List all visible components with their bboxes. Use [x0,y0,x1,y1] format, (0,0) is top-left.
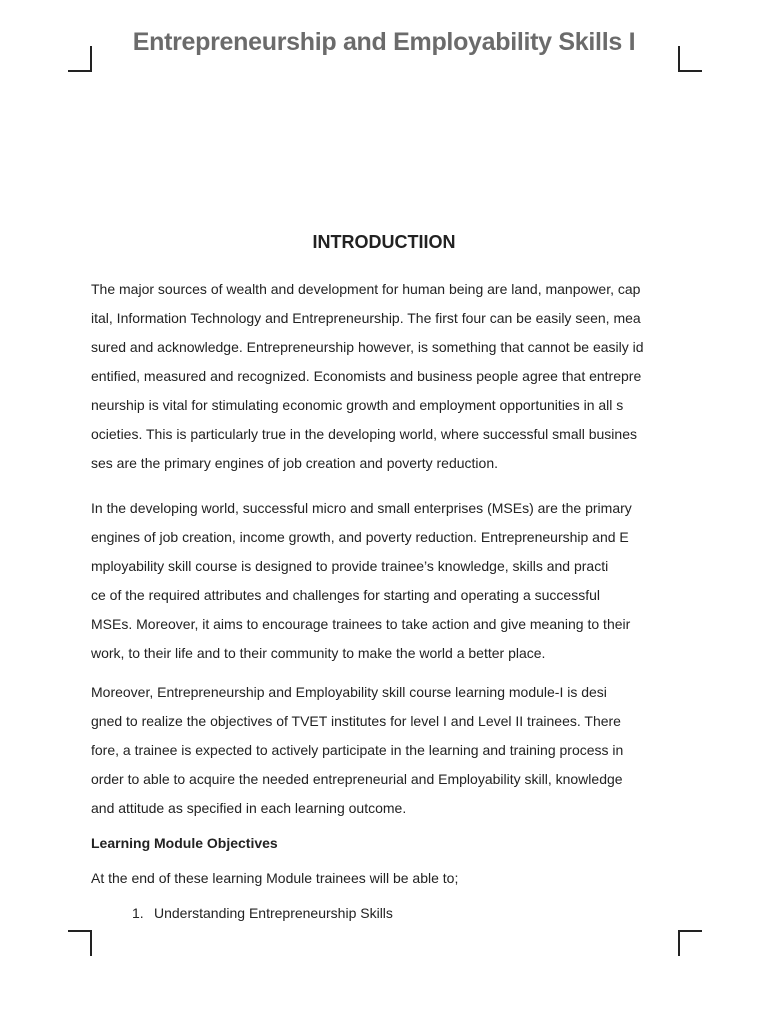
paragraph-line: ses are the primary engines of job creation and poverty reduction. [91,455,499,471]
crop-mark-bottom-right [678,930,702,956]
paragraph-line: engines of job creation, income growth, and poverty reduction. Entrepreneurship and E [91,529,629,545]
paragraph-line: work, to their life and to their community to make the world a better place. [91,645,546,661]
paragraph-2 [91,494,683,668]
objectives-intro: At the end of these learning Module trainees will be able to; [91,870,459,886]
objectives-list [132,905,393,921]
paragraph-line: The major sources of wealth and development for human being are land, manpower, cap [91,281,641,297]
paragraph-line: fore, a trainee is expected to actively participate in the learning and training process in [91,742,624,758]
crop-mark-top-left [68,46,92,72]
paragraph-line: MSEs. Moreover, it aims to encourage trainees to take action and give meaning to their [91,616,631,632]
paragraph-1 [91,275,683,478]
paragraph-line: entified, measured and recognized. Economists and business people agree that entrepre [91,368,642,384]
paragraph-line: mployability skill course is designed to provide trainee’s knowledge, skills and practi [91,558,609,574]
paragraph-line: In the developing world, successful micro and small enterprises (MSEs) are the primary [91,500,632,516]
crop-mark-bottom-left [68,930,92,956]
paragraph-line: neurship is vital for stimulating economic growth and employment opportunities in all s [91,397,624,413]
crop-mark-top-right [678,46,702,72]
paragraph-line: ocieties. This is particularly true in the developing world, where successful small busines [91,426,637,442]
paragraph-line: Moreover, Entrepreneurship and Employability skill course learning module-I is desi [91,684,607,700]
section-heading: INTRODUCTIION [312,232,456,252]
paragraph-line: order to able to acquire the needed entrepreneurial and Employability skill, knowledge [91,771,623,787]
paragraph-3 [91,678,683,823]
paragraph-line: ce of the required attributes and challenges for starting and operating a successful [91,587,600,603]
objectives-heading: Learning Module Objectives [91,835,278,851]
list-item-text: Understanding Entrepreneurship Skills [154,905,393,921]
paragraph-line: gned to realize the objectives of TVET institutes for level I and Level II trainees. There [91,713,621,729]
paragraph-line: sured and acknowledge. Entrepreneurship however, is something that cannot be easily id [91,339,644,355]
paragraph-line: ital, Information Technology and Entrepreneurship. The first four can be easily seen, mea [91,310,641,326]
list-item [132,905,393,921]
paragraph-line: and attitude as specified in each learning outcome. [91,800,407,816]
page-header-title: Entrepreneurship and Employability Skills I [132,28,636,56]
list-item-number: 1. [132,905,144,921]
